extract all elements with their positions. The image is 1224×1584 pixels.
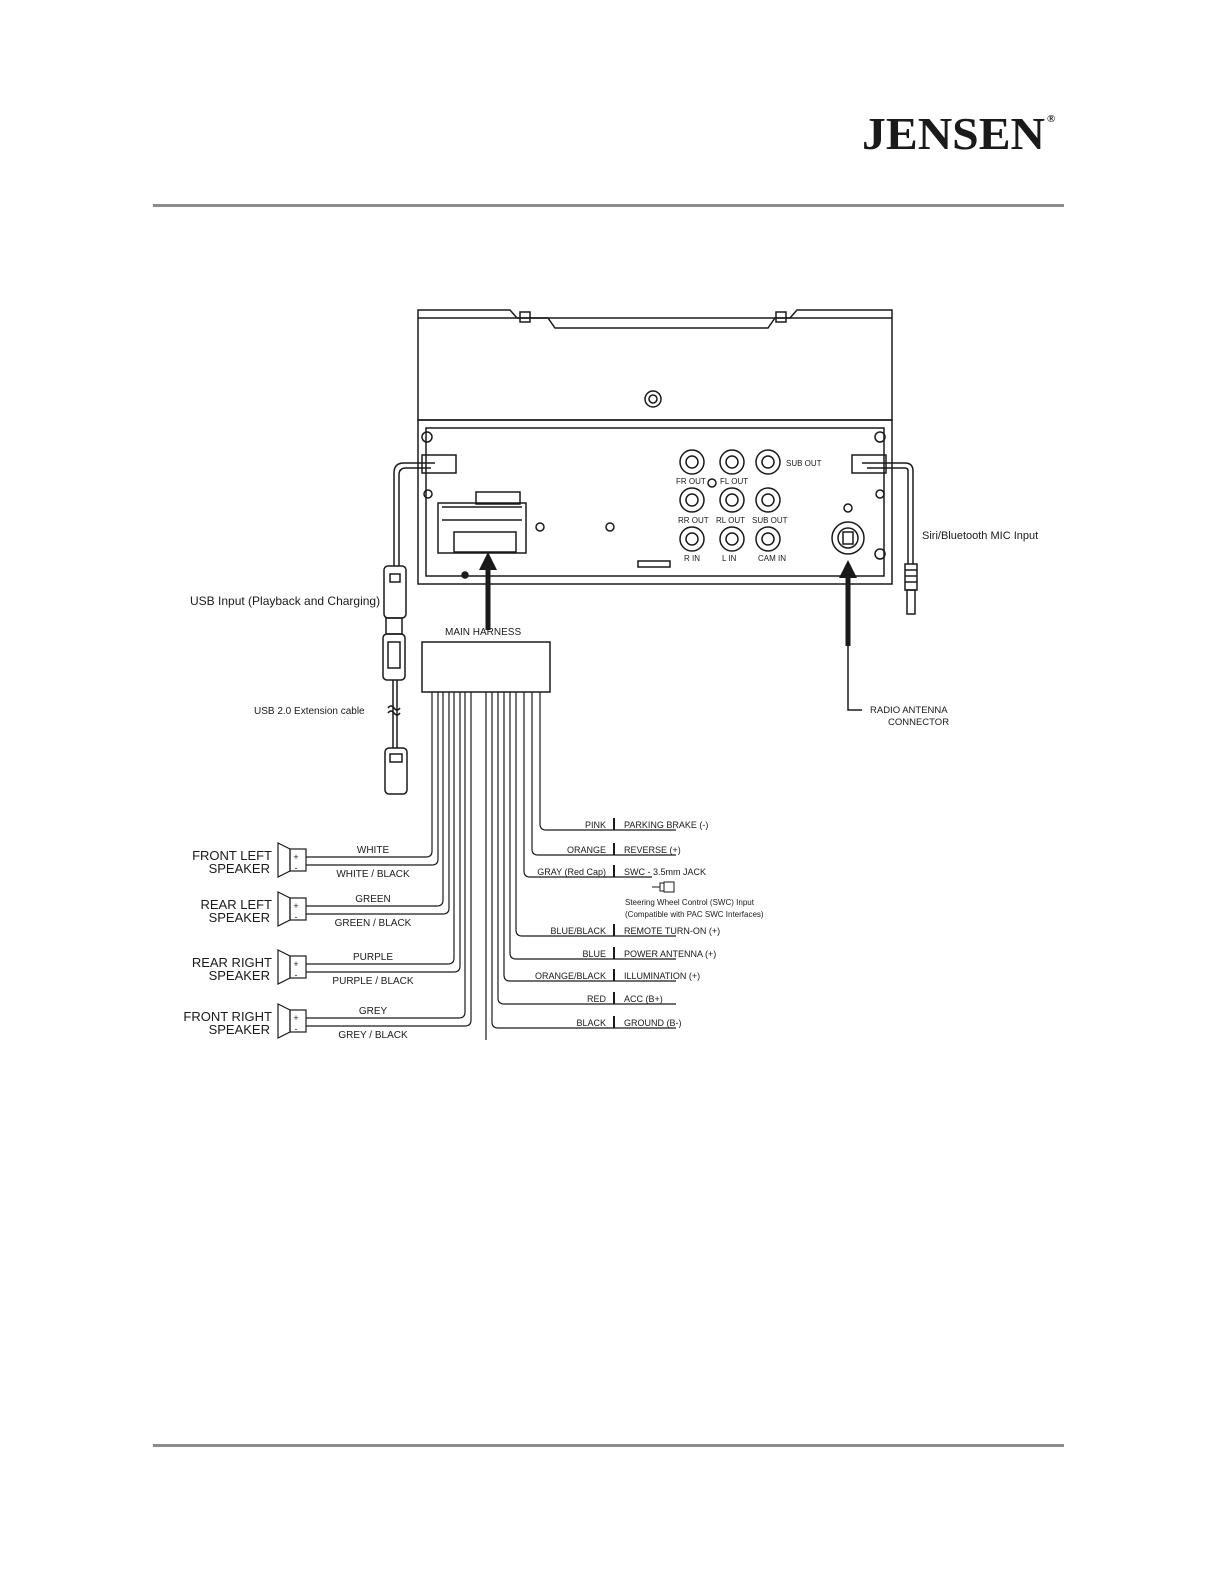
mount-tab-right <box>776 312 786 322</box>
wire-color-label: BLACK <box>576 1018 606 1028</box>
minus-terminal: - <box>294 1024 298 1034</box>
positive-wire-color: GREEN <box>355 894 391 905</box>
speaker-negative-wire <box>306 692 460 972</box>
wire-color-label: BLUE/BLACK <box>550 926 606 936</box>
chassis-screw <box>645 391 661 407</box>
usb-cable <box>383 463 435 794</box>
harness-wire-row <box>537 865 706 877</box>
negative-wire-color: WHITE / BLACK <box>336 869 410 880</box>
harness-wire <box>504 692 676 981</box>
plus-terminal: + <box>293 959 299 969</box>
wire-function-label: ACC (B+) <box>624 994 663 1004</box>
swc-jack-icon <box>652 882 674 892</box>
main-harness-label: MAIN HARNESS <box>445 627 522 638</box>
minus-terminal: - <box>294 912 298 922</box>
positive-wire-color: WHITE <box>356 845 390 856</box>
label-sub-out-top: SUB OUT <box>786 459 822 468</box>
label-fr-out: FR OUT <box>676 477 706 486</box>
antenna-label-line1: RADIO ANTENNA <box>870 705 948 716</box>
speaker-icon <box>278 1004 306 1038</box>
usb-input-label: USB Input (Playback and Charging) <box>190 594 381 608</box>
label-sub-out: SUB OUT <box>752 516 788 525</box>
speaker-icon <box>278 843 306 877</box>
panel-screws <box>422 432 885 578</box>
label-r-in: R IN <box>684 554 700 563</box>
usb-extension-socket <box>383 634 405 680</box>
plus-terminal: + <box>293 852 299 862</box>
wire-function-label: ILLUMINATION (+) <box>624 971 701 981</box>
harness-arrow <box>479 552 497 570</box>
speaker-group <box>183 843 413 1041</box>
harness-wire-row <box>587 992 663 1004</box>
mic-cable <box>862 463 917 614</box>
footer-rule <box>153 1444 1064 1447</box>
speaker-negative-wire <box>306 692 449 914</box>
positive-wire-color: PURPLE <box>352 952 394 963</box>
wire-color-label: RED <box>586 994 606 1004</box>
wire-color-label: ORANGE <box>566 845 606 855</box>
wire-color-label: BLUE <box>582 949 606 959</box>
header-rule <box>153 204 1064 207</box>
usb-extension-end <box>385 748 407 794</box>
brand-wordmark: JENSEN <box>862 108 1045 159</box>
harness-connector <box>422 642 550 692</box>
speaker-negative-wire <box>306 692 438 865</box>
minus-terminal: - <box>294 863 298 873</box>
speaker-4 <box>183 1004 408 1041</box>
usb-male-end <box>386 618 402 634</box>
harness-wires <box>306 692 676 1040</box>
harness-socket <box>438 492 526 553</box>
speaker-name-line1: REAR RIGHT <box>191 955 272 970</box>
chassis-top <box>418 310 892 420</box>
wire-function-label: REMOTE TURN-ON (+) <box>624 926 721 936</box>
negative-wire-color: GREEN / BLACK <box>334 918 412 929</box>
swc-note-line2: (Compatible with PAC SWC Interfaces) <box>625 910 764 919</box>
wire-function-label: GROUND (B-) <box>624 1018 682 1028</box>
mic-plug-tip <box>907 590 915 614</box>
head-unit <box>418 310 892 584</box>
label-rr-out: RR OUT <box>678 516 709 525</box>
harness-wire-row <box>535 969 700 981</box>
wire-function-label: POWER ANTENNA (+) <box>624 949 717 959</box>
wire-color-label: GRAY (Red Cap) <box>537 867 606 877</box>
positive-wire-color: GREY <box>358 1006 388 1017</box>
wire-function-group <box>535 818 720 1028</box>
minus-terminal: - <box>294 970 298 980</box>
speaker-2 <box>200 892 411 929</box>
speaker-1 <box>192 843 410 880</box>
harness-wire-row <box>582 947 716 959</box>
wire-color-label: PINK <box>584 820 606 830</box>
fuse-slot <box>638 561 670 567</box>
usb-gland <box>422 455 456 473</box>
plus-terminal: + <box>293 901 299 911</box>
harness-wire-row <box>550 924 720 936</box>
speaker-name-line1: REAR LEFT <box>200 897 272 912</box>
rca-jacks <box>680 450 780 551</box>
antenna-label-line2: CONNECTOR <box>888 717 950 728</box>
label-l-in: L IN <box>722 554 737 563</box>
antenna-arrow <box>839 560 857 578</box>
wire-color-label: ORANGE/BLACK <box>534 971 606 981</box>
harness-wire-row <box>585 818 708 830</box>
speaker-name-line1: FRONT RIGHT <box>183 1009 272 1024</box>
label-rl-out: RL OUT <box>716 516 746 525</box>
jensen-logo <box>862 108 1055 159</box>
harness-wire <box>540 692 676 830</box>
mic-plug-body <box>905 564 917 590</box>
speaker-icon <box>278 950 306 984</box>
wire-function-label: REVERSE (+) <box>624 845 681 855</box>
wire-function-label: PARKING BRAKE (-) <box>624 820 709 830</box>
cable-break <box>388 706 400 715</box>
negative-wire-color: GREY / BLACK <box>338 1030 408 1041</box>
swc-note-line1: Steering Wheel Control (SWC) Input <box>625 898 754 907</box>
mic-input-label: Siri/Bluetooth MIC Input <box>922 530 1039 542</box>
wire-function-label: SWC - 3.5mm JACK <box>624 867 707 877</box>
usb-extension-label: USB 2.0 Extension cable <box>254 706 365 717</box>
plus-terminal: + <box>293 1013 299 1023</box>
mic-gland <box>852 455 886 473</box>
mount-tab-left <box>520 312 530 322</box>
registered-mark: ® <box>1047 113 1056 125</box>
harness-wire-row <box>567 843 681 855</box>
label-fl-out: FL OUT <box>720 477 749 486</box>
speaker-name-line2: SPEAKER <box>208 968 270 983</box>
speaker-name-line2: SPEAKER <box>208 861 270 876</box>
label-cam-in: CAM IN <box>758 554 786 563</box>
speaker-name-line2: SPEAKER <box>208 1022 270 1037</box>
speaker-icon <box>278 892 306 926</box>
antenna-jack <box>832 522 864 554</box>
harness-wire-row <box>576 1016 681 1028</box>
negative-wire-color: PURPLE / BLACK <box>332 976 414 987</box>
speaker-name-line1: FRONT LEFT <box>192 848 272 863</box>
speaker-3 <box>192 950 414 987</box>
speaker-name-line2: SPEAKER <box>208 910 270 925</box>
